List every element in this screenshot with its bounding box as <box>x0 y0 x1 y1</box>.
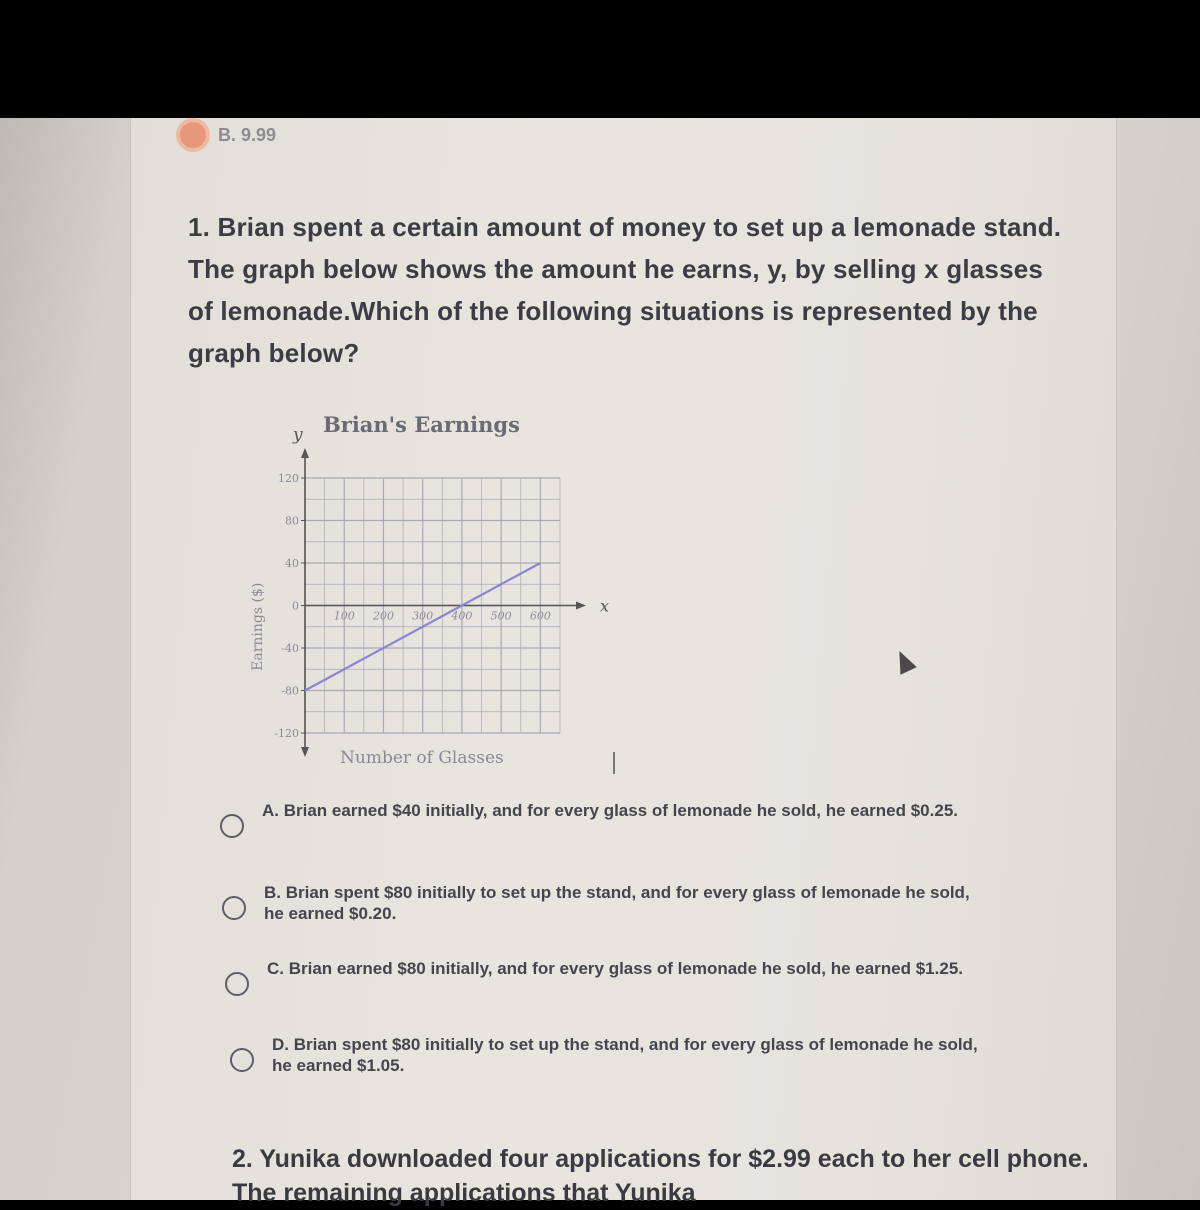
earnings-chart <box>220 400 640 780</box>
question-1-text: 1. Brian spent a certain amount of money to set up a lemonade stand. The graph below shows the amount he earns, y, by selling x glasses of lemonade.Which of the following situations is represented by the graph below? <box>188 212 1062 368</box>
y-axis-label: Earnings ($) <box>250 582 266 671</box>
y-tick-label: -120 <box>274 727 299 740</box>
y-axis-arrow-down-icon <box>301 747 309 757</box>
option-b-label: B. Brian spent $80 initially to set up the stand, and for every glass of lemonade he sold, he earned $0.20. <box>264 883 970 923</box>
y-tick-label: -40 <box>281 642 299 655</box>
question-2-text: 2. Yunika downloaded four applications for $2.99 each to her cell phone. The remaining applications that Yunika <box>232 1145 1089 1207</box>
radio-icon[interactable] <box>230 1048 254 1072</box>
x-axis-letter: x <box>600 596 610 616</box>
option-d-label: D. Brian spent $80 initially to set up the stand, and for every glass of lemonade he sold, he earned $1.05. <box>272 1035 978 1075</box>
y-tick-label: -80 <box>281 684 299 698</box>
radio-icon[interactable] <box>220 814 244 838</box>
x-tick-label: 200 <box>372 609 394 623</box>
chart-title: Brian's Earnings <box>323 412 520 437</box>
x-tick-label: 600 <box>529 609 551 623</box>
previous-answer-choice[interactable] <box>180 122 276 148</box>
option-c-label: C. Brian earned $80 initially, and for every glass of lemonade he sold, he earned $1.25. <box>267 959 963 978</box>
x-axis-label: Number of Glasses <box>340 748 504 768</box>
radio-icon[interactable] <box>222 896 246 920</box>
chart-svg <box>220 400 640 780</box>
x-tick-label: 400 <box>451 609 473 623</box>
x-tick-label: 500 <box>490 609 512 623</box>
text-caret-icon <box>613 752 615 774</box>
x-tick-label: 100 <box>333 609 355 623</box>
y-tick-label: 120 <box>278 472 299 485</box>
y-tick-label: 0 <box>292 599 299 613</box>
option-c[interactable] <box>225 958 987 996</box>
x-axis-arrow-icon <box>576 602 586 610</box>
radio-icon[interactable] <box>225 972 249 996</box>
option-a[interactable] <box>220 800 982 838</box>
x-tick-label: 300 <box>412 609 434 623</box>
y-axis-letter: y <box>293 425 303 445</box>
y-tick-label: 80 <box>285 514 299 528</box>
y-tick-label: 40 <box>285 557 299 570</box>
previous-choice-label: B. 9.99 <box>218 124 277 145</box>
y-axis-arrow-up-icon <box>301 448 309 458</box>
selected-radio-icon[interactable] <box>180 122 206 148</box>
option-a-label: A. Brian earned $40 initially, and for every glass of lemonade he sold, he earned $0.25. <box>262 801 958 820</box>
option-d[interactable] <box>230 1034 992 1076</box>
option-b[interactable] <box>222 882 984 924</box>
